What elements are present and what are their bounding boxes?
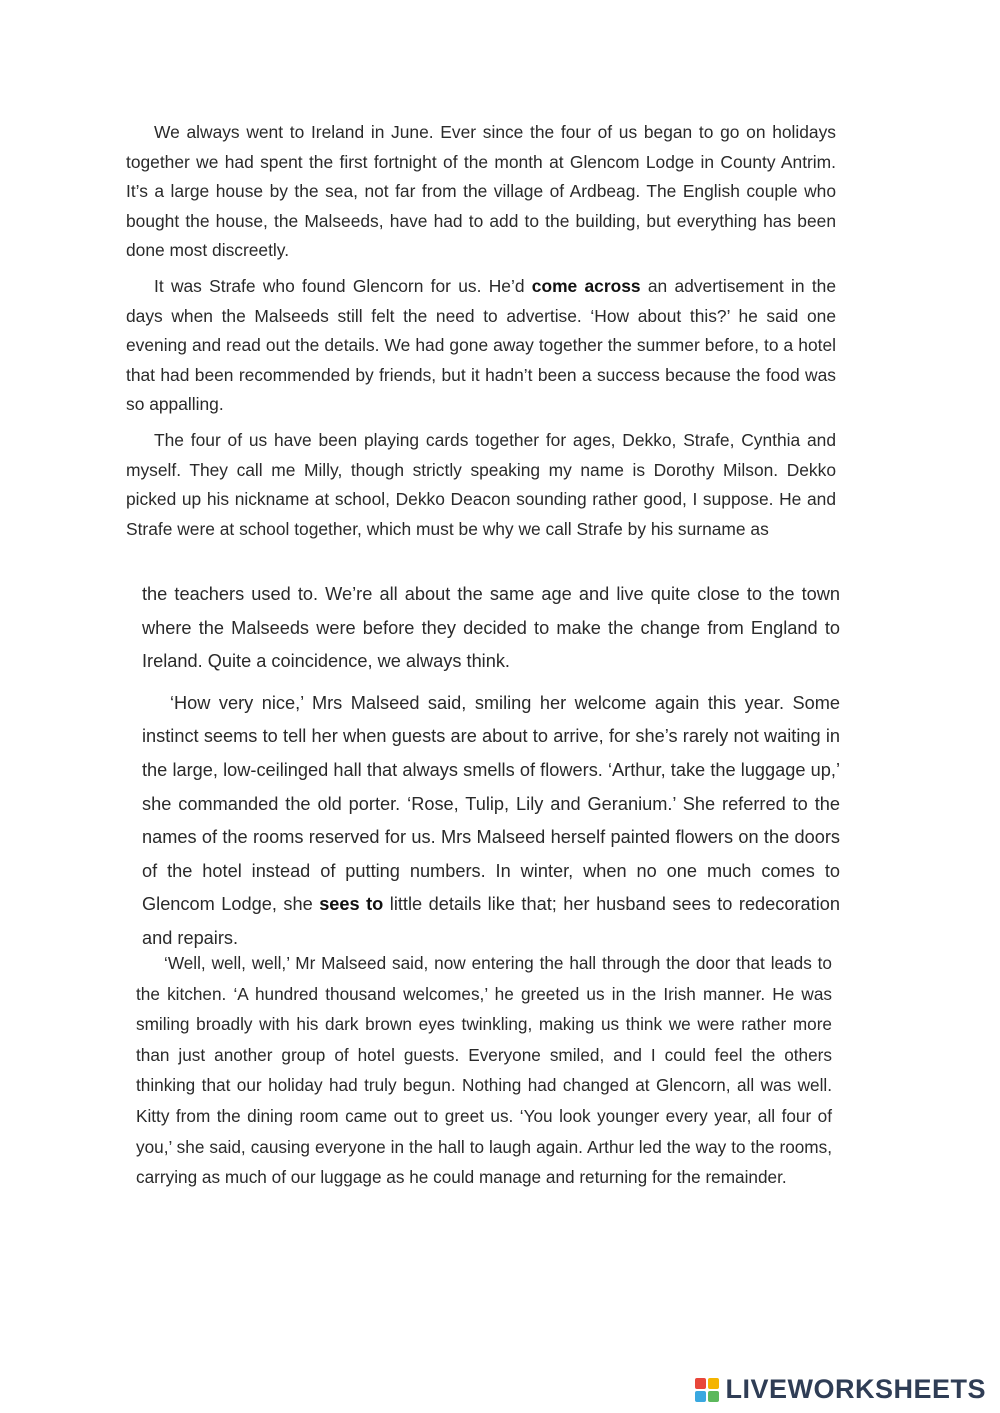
phrase-sees-to: sees to xyxy=(319,894,384,915)
paragraph-2 xyxy=(126,272,836,420)
logo-text: LIVEWORKSHEETS xyxy=(725,1374,986,1404)
paragraph-4 xyxy=(142,687,840,956)
paragraph-2-text-a: It was Strafe who found Glencorn for us. He’d xyxy=(154,275,532,296)
paragraph-4-text-a: ‘How very nice,’ Mrs Malseed said, smiling her welcome again this year. Some instinct seems to tell her when guests are about to arrive, for she’s rarely not waiting in the large, low-ceilinged hall that always smells of flowers. ‘Arthur, take the luggage up,’ she commanded the old porter. ‘Rose, Tulip, Lily and Geranium.’ She referred to the names of the rooms reserved for us. Mrs Malseed herself painted flowers on the doors of the hotel instead of putting numbers. In winter, when no one much comes to Glencom Lodge, she xyxy=(142,692,840,915)
text-block-top xyxy=(126,118,836,550)
paragraph-3-continued: the teachers used to. We’re all about the same age and live quite close to the town where the Malseeds were before they decided to make the change from England to Ireland. Quite a coincidence, we always think. xyxy=(142,584,840,672)
logo-square-red xyxy=(695,1378,706,1389)
logo-grid-icon xyxy=(695,1378,719,1402)
paragraph-5: ‘Well, well, well,’ Mr Malseed said, now entering the hall through the door that leads to the kitchen. ‘A hundred thousand welcomes,’ he greeted us in the Irish manner. He was smiling broadly with his dark brown eyes twinkling, making us think we were rather more than just another group of hotel guests. Everyone smiled, and I could feel the others thinking that our holiday had truly begun. Nothing had changed at Glencorn, all was well. Kitty from the dining room came out to greet us. ‘You look younger every year, all four of you,’ she said, causing everyone in the hall to laugh again. Arthur led the way to the rooms, carrying as much of our luggage as he could manage and returning for the remainder. xyxy=(136,953,832,1188)
paragraph-2-text-b: an advertisement in the days when the Malseeds still felt the need to advertise. ‘How about this?’ he said one evening and read out the details. We had gone away together the summer before, to a hotel that had been recommended by friends, but it hadn’t been a success because the food was so appalling. xyxy=(126,275,837,415)
liveworksheets-logo xyxy=(695,1374,986,1405)
text-block-bottom xyxy=(136,948,832,1193)
paragraph-1: We always went to Ireland in June. Ever since the four of us began to go on holidays together we had spent the first fortnight of the month at Glencom Lodge in County Antrim. It’s a large house by the sea, not far from the village of Ardbeag. The English couple who bought the house, the Malseeds, have had to add to the building, but everything has been done most discreetly. xyxy=(126,122,836,261)
paragraph-3: The four of us have been playing cards together for ages, Dekko, Strafe, Cynthia and myself. They call me Milly, though strictly speaking my name is Dorothy Milson. Dekko picked up his nickname at school, Dekko Deacon sounding rather good, I suppose. He and Strafe were at school together, which must be why we call Strafe by his surname as xyxy=(126,429,836,539)
paragraph-4-text-b: little details like that; her husband sees to redecoration and repairs. xyxy=(142,894,840,948)
logo-square-yellow xyxy=(708,1378,719,1389)
phrase-come-across: come across xyxy=(531,275,641,296)
logo-square-green xyxy=(708,1391,719,1402)
text-block-middle xyxy=(142,578,840,964)
logo-square-blue xyxy=(695,1391,706,1402)
